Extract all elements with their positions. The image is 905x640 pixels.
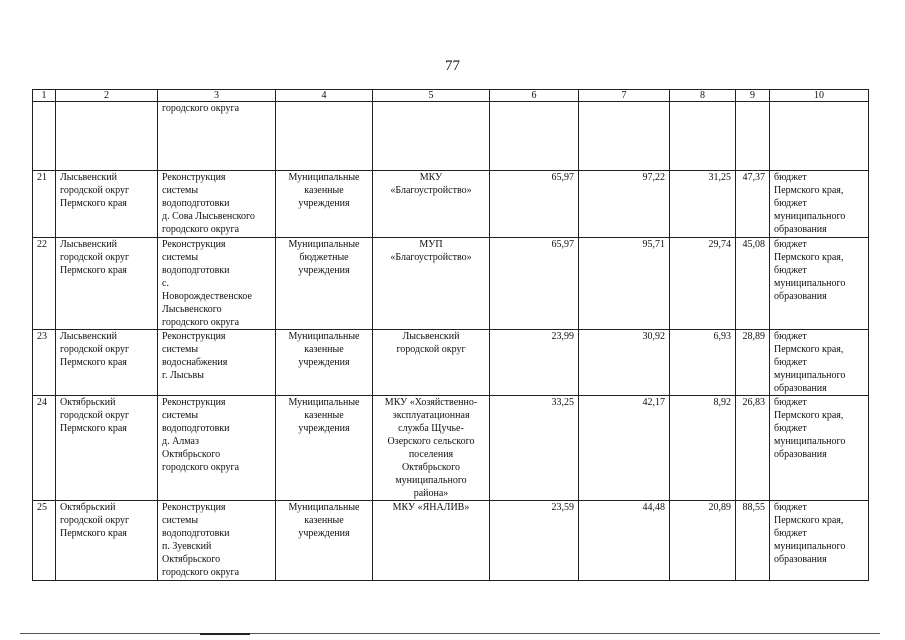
header-cell: 2 [56, 90, 158, 102]
cell-project: Реконструкция системы водоподготовки п. Зуевский Октябрьского городского округа [158, 501, 276, 581]
cell-number: 22 [33, 238, 56, 330]
header-cell: 5 [373, 90, 490, 102]
cell-value-9: 45,08 [736, 238, 770, 330]
scan-edge-mark [200, 633, 250, 635]
table-row [33, 102, 869, 171]
cell-project: Реконструкция системы водоснабжения г. Лысьвы [158, 330, 276, 396]
cell-value-6: 65,97 [490, 238, 579, 330]
cell-source: бюджет Пермского края, бюджет муниципального образования [770, 171, 869, 238]
cell-value-8: 31,25 [670, 171, 736, 238]
cell-source: бюджет Пермского края, бюджет муниципального образования [770, 501, 869, 581]
cell-number [33, 102, 56, 171]
cell-value-8: 8,92 [670, 396, 736, 501]
cell-source: бюджет Пермского края, бюджет муниципального образования [770, 238, 869, 330]
cell-value-6: 65,97 [490, 171, 579, 238]
scan-edge-line [20, 633, 880, 634]
cell-source [770, 102, 869, 171]
cell-value-7 [579, 102, 670, 171]
header-cell: 7 [579, 90, 670, 102]
cell-value-7: 30,92 [579, 330, 670, 396]
table-row [33, 171, 869, 238]
cell-value-9 [736, 102, 770, 171]
cell-customer: Лысьвенский городской округ [373, 330, 490, 396]
header-cell: 1 [33, 90, 56, 102]
cell-value-6: 33,25 [490, 396, 579, 501]
cell-number: 25 [33, 501, 56, 581]
header-cell: 3 [158, 90, 276, 102]
header-cell: 4 [276, 90, 373, 102]
cell-value-8: 20,89 [670, 501, 736, 581]
cell-customer-type: Муниципальные казенные учреждения [276, 171, 373, 238]
cell-customer-type [276, 102, 373, 171]
cell-value-6: 23,99 [490, 330, 579, 396]
cell-customer: МКУ «ЯНАЛИВ» [373, 501, 490, 581]
cell-municipality: Октябрьский городской округ Пермского края [56, 396, 158, 501]
cell-number: 21 [33, 171, 56, 238]
cell-municipality: Лысьвенский городской округ Пермского края [56, 238, 158, 330]
cell-municipality: Лысьвенский городской округ Пермского края [56, 171, 158, 238]
cell-customer-type: Муниципальные бюджетные учреждения [276, 238, 373, 330]
cell-value-8 [670, 102, 736, 171]
cell-customer-type: Муниципальные казенные учреждения [276, 501, 373, 581]
cell-number: 23 [33, 330, 56, 396]
cell-value-9: 26,83 [736, 396, 770, 501]
cell-value-8: 29,74 [670, 238, 736, 330]
table-row [33, 396, 869, 501]
cell-customer-type: Муниципальные казенные учреждения [276, 396, 373, 501]
table-row [33, 501, 869, 581]
cell-customer: МКУ «Благоустройство» [373, 171, 490, 238]
cell-value-6 [490, 102, 579, 171]
cell-customer-type: Муниципальные казенные учреждения [276, 330, 373, 396]
cell-source: бюджет Пермского края, бюджет муниципального образования [770, 330, 869, 396]
cell-municipality: Октябрьский городской округ Пермского края [56, 501, 158, 581]
cell-value-7: 95,71 [579, 238, 670, 330]
cell-value-7: 44,48 [579, 501, 670, 581]
cell-project: Реконструкция системы водоподготовки с. Новорождественское Лысьвенского городского округа [158, 238, 276, 330]
header-cell: 10 [770, 90, 869, 102]
table-row [33, 330, 869, 396]
cell-project: Реконструкция системы водоподготовки д. Алмаз Октябрьского городского округа [158, 396, 276, 501]
cell-value-7: 42,17 [579, 396, 670, 501]
cell-project: Реконструкция системы водоподготовки д. Сова Лысьвенского городского округа [158, 171, 276, 238]
cell-customer: МУП «Благоустройство» [373, 238, 490, 330]
header-cell: 8 [670, 90, 736, 102]
cell-source: бюджет Пермского края, бюджет муниципального образования [770, 396, 869, 501]
cell-value-6: 23,59 [490, 501, 579, 581]
cell-municipality [56, 102, 158, 171]
cell-value-9: 47,37 [736, 171, 770, 238]
budget-table [32, 89, 869, 581]
header-cell: 9 [736, 90, 770, 102]
cell-value-9: 88,55 [736, 501, 770, 581]
cell-customer [373, 102, 490, 171]
table-row [33, 238, 869, 330]
cell-customer: МКУ «Хозяйственно- эксплуатационная служба Щучье- Озерского сельского поселения Октябрьского муниципального района» [373, 396, 490, 501]
page-number: 77 [445, 58, 460, 74]
cell-value-9: 28,89 [736, 330, 770, 396]
cell-number: 24 [33, 396, 56, 501]
cell-project: городского округа [158, 102, 276, 171]
cell-value-8: 6,93 [670, 330, 736, 396]
cell-value-7: 97,22 [579, 171, 670, 238]
header-row [33, 90, 869, 102]
header-cell: 6 [490, 90, 579, 102]
cell-municipality: Лысьвенский городской округ Пермского края [56, 330, 158, 396]
